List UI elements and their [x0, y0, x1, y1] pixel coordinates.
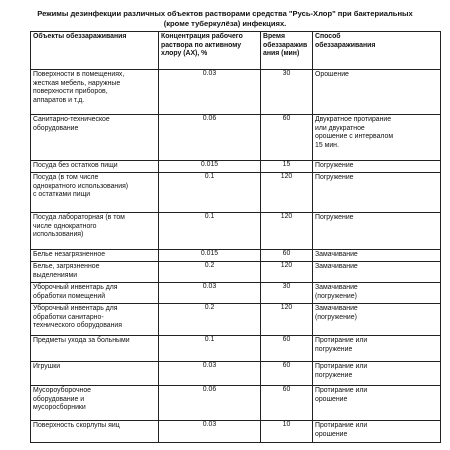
table-row — [31, 115, 441, 161]
object-cell: Поверхности в помещениях, жесткая мебель, наружные поверхности приборов, аппаратов и т.д. — [31, 70, 159, 115]
concentration-cell: 0.1 — [159, 213, 261, 250]
table-row — [31, 70, 441, 115]
table-row — [31, 283, 441, 304]
method-cell: Замачивание (погружение) — [313, 283, 441, 304]
object-cell: Санитарно-техническое оборудование — [31, 115, 159, 161]
object-cell: Белье, загрязненное выделениями — [31, 262, 159, 283]
time-cell: 30 — [261, 283, 313, 304]
disinfection-table — [30, 31, 441, 443]
method-cell: Протирание или погружение — [313, 362, 441, 386]
method-cell: Погружение — [313, 213, 441, 250]
time-cell: 60 — [261, 115, 313, 161]
concentration-cell: 0.1 — [159, 336, 261, 362]
table-row — [31, 362, 441, 386]
object-cell: Посуда (в том числе однократного использования) с остатками пищи — [31, 173, 159, 213]
table-header-row — [31, 32, 441, 70]
method-cell: Протирание или орошение — [313, 386, 441, 421]
method-cell: Погружение — [313, 173, 441, 213]
time-cell: 60 — [261, 362, 313, 386]
table-row — [31, 336, 441, 362]
document-title-line-2: (кроме туберкулёза) инфекциях. — [163, 19, 287, 29]
header-objects: Объекты обеззараживания — [31, 32, 159, 70]
object-cell: Посуда лабораторная (в том числе однократного использования) — [31, 213, 159, 250]
table-row — [31, 386, 441, 421]
header-time: Время обеззаражив ания (мин) — [261, 32, 313, 70]
table-row — [31, 161, 441, 173]
concentration-cell: 0.03 — [159, 70, 261, 115]
concentration-cell: 0.06 — [159, 115, 261, 161]
concentration-cell: 0.03 — [159, 283, 261, 304]
header-method: Способ обеззараживания — [313, 32, 441, 70]
document-title — [12, 9, 438, 29]
table-row — [31, 173, 441, 213]
method-cell: Погружение — [313, 161, 441, 173]
object-cell: Белье незагрязненное — [31, 250, 159, 262]
header-concentration: Концентрация рабочего раствора по активному хлору (АХ), % — [159, 32, 261, 70]
time-cell: 30 — [261, 70, 313, 115]
method-cell: Орошение — [313, 70, 441, 115]
concentration-cell: 0.015 — [159, 161, 261, 173]
time-cell: 120 — [261, 304, 313, 336]
method-cell: Замачивание — [313, 262, 441, 283]
table-row — [31, 213, 441, 250]
object-cell: Посуда без остатков пищи — [31, 161, 159, 173]
method-cell: Замачивание — [313, 250, 441, 262]
time-cell: 60 — [261, 250, 313, 262]
table-row — [31, 262, 441, 283]
document-title-line-1: Режимы дезинфекции различных объектов растворами средства "Русь-Хлор" при бактериальных — [37, 9, 413, 18]
table-row — [31, 250, 441, 262]
time-cell: 60 — [261, 386, 313, 421]
concentration-cell: 0.015 — [159, 250, 261, 262]
table-row — [31, 304, 441, 336]
time-cell: 15 — [261, 161, 313, 173]
method-cell: Замачивание (погружение) — [313, 304, 441, 336]
concentration-cell: 0.03 — [159, 421, 261, 443]
time-cell: 60 — [261, 336, 313, 362]
object-cell: Уборочный инвентарь для обработки санитарно- технического оборудования — [31, 304, 159, 336]
time-cell: 120 — [261, 173, 313, 213]
time-cell: 10 — [261, 421, 313, 443]
object-cell: Уборочный инвентарь для обработки помещений — [31, 283, 159, 304]
method-cell: Двукратное протирание или двукратное орошение с интервалом 15 мин. — [313, 115, 441, 161]
concentration-cell: 0.1 — [159, 173, 261, 213]
concentration-cell: 0.06 — [159, 386, 261, 421]
method-cell: Протирание или погружение — [313, 336, 441, 362]
method-cell: Протирание или орошение — [313, 421, 441, 443]
concentration-cell: 0.03 — [159, 362, 261, 386]
object-cell: Поверхность скорлупы яиц — [31, 421, 159, 443]
time-cell: 120 — [261, 262, 313, 283]
time-cell: 120 — [261, 213, 313, 250]
concentration-cell: 0.2 — [159, 262, 261, 283]
object-cell: Игрушки — [31, 362, 159, 386]
object-cell: Мусороуборочное оборудование и мусоросборники — [31, 386, 159, 421]
object-cell: Предметы ухода за больными — [31, 336, 159, 362]
concentration-cell: 0.2 — [159, 304, 261, 336]
table-row — [31, 421, 441, 443]
